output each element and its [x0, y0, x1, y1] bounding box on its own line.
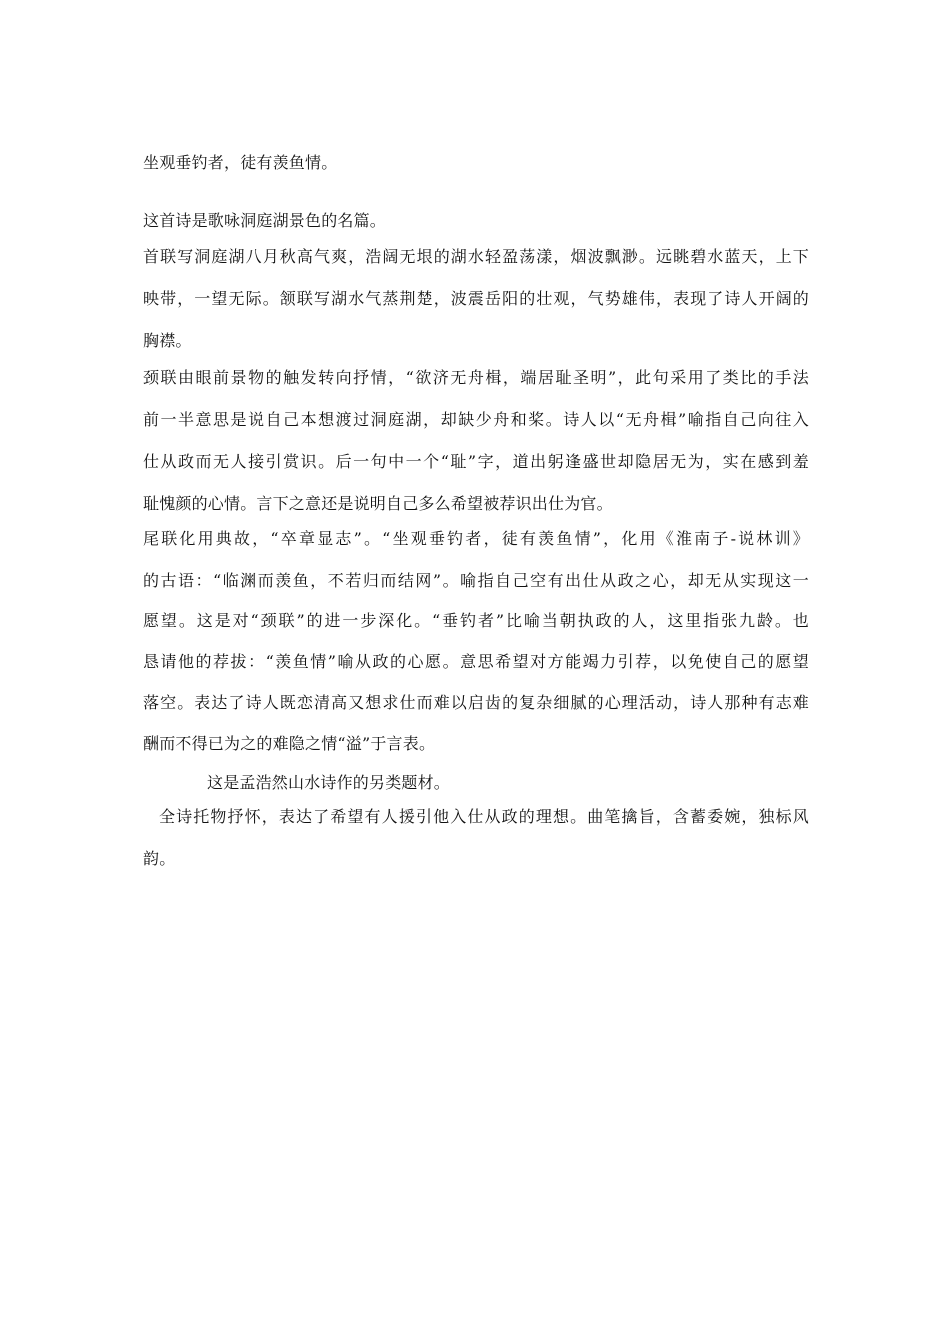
text-line-14: 落空。表达了诗人既恋清高又想求仕而难以启齿的复杂细腻的心理活动，诗人那种有志难	[143, 693, 809, 712]
text-line-13: 恳请他的荐拔：“羡鱼情”喻从政的心愿。意思希望对方能竭力引荐，以免使自己的愿望	[143, 652, 809, 671]
text-line-15: 酬而不得已为之的难隐之情“溢”于言表。	[143, 734, 436, 753]
text-line-9: 耻愧颜的心情。言下之意还是说明自己多么希望被荐识出仕为官。	[143, 494, 613, 513]
text-line-7: 前一半意思是说自己本想渡过洞庭湖，却缺少舟和桨。诗人以“无舟楫”喻指自己向往入	[143, 410, 809, 429]
text-line-8: 仕从政而无人接引赏识。后一句中一个“耻”字，道出躬逢盛世却隐居无为，实在感到羞	[143, 452, 809, 471]
text-line-3: 首联写洞庭湖八月秋高气爽，浩阔无垠的湖水轻盈荡漾，烟波飘渺。远眺碧水蓝天，上下	[143, 247, 809, 266]
text-line-5: 胸襟。	[143, 331, 192, 350]
text-line-6: 颈联由眼前景物的触发转向抒情，“欲济无舟楫，端居耻圣明”，此句采用了类比的手法	[143, 368, 809, 387]
text-line-18: 韵。	[143, 849, 176, 868]
text-line-12: 愿望。这是对“颈联”的进一步深化。“垂钓者”比喻当朝执政的人，这里指张九龄。也	[143, 611, 809, 630]
text-line-2: 这首诗是歌咏洞庭湖景色的名篇。	[143, 211, 387, 230]
text-line-4: 映带，一望无际。颔联写湖水气蒸荆楚，波震岳阳的壮观，气势雄伟，表现了诗人开阔的	[143, 289, 809, 308]
text-line-11: 的古语：“临渊而羡鱼，不若归而结网”。喻指自己空有出仕从政之心，却无从实现这一	[143, 571, 809, 590]
text-line-17: 全诗托物抒怀，表达了希望有人援引他入仕从政的理想。曲笔擒旨，含蓄委婉，独标风	[159, 807, 809, 826]
text-line-1: 坐观垂钓者，徒有羡鱼情。	[143, 153, 338, 172]
text-line-10: 尾联化用典故，“卒章显志”。“坐观垂钓者，徒有羡鱼情”，化用《淮南子-说林训》	[143, 529, 809, 548]
text-line-16: 这是孟浩然山水诗作的另类题材。	[207, 773, 451, 792]
